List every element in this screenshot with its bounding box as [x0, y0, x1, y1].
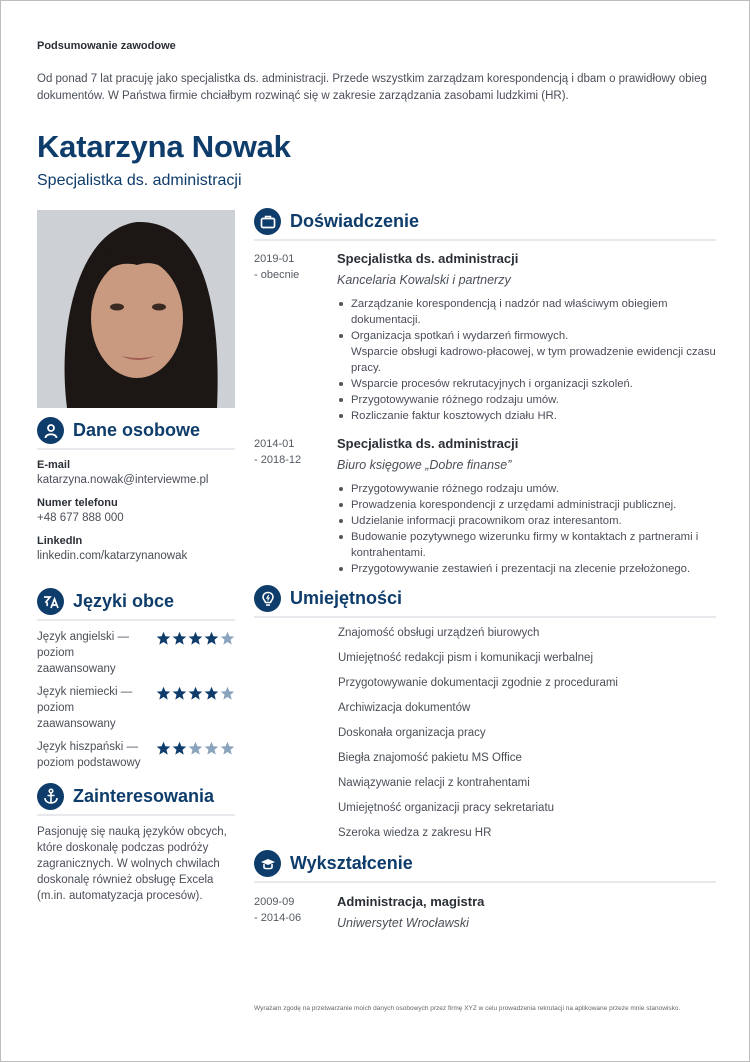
- star-empty-icon: [220, 686, 235, 732]
- list-item-continuation: Wsparcie obsługi kadrowo-płacowej, w tym prowadzenie ewidencji czasu pracy.: [351, 346, 716, 374]
- responsibilities-list: [337, 296, 717, 424]
- entry-dates: [254, 894, 324, 926]
- list-item: Budowanie pozytywnego wizerunku firmy w kontaktach z partnerami i kontrahentami.: [337, 529, 717, 561]
- experience-entry: [254, 436, 716, 581]
- star-empty-icon: [188, 741, 203, 771]
- phone-label: Numer telefonu: [37, 497, 118, 509]
- languages-list: [37, 629, 235, 778]
- list-item: Prowadzenia korespondencji z urzędami administracji publicznej.: [337, 497, 717, 513]
- candidate-name: Katarzyna Nowak: [37, 129, 291, 164]
- school-name: Uniwersytet Wrocławski: [337, 916, 469, 930]
- translate-icon: [37, 588, 64, 615]
- job-title: Specjalistka ds. administracji: [337, 251, 519, 266]
- section-interests-header: [37, 783, 235, 816]
- company-name: Kancelaria Kowalski i partnerzy: [337, 273, 511, 287]
- list-item: Zarządzanie korespondencją i nadzór nad właściwym obiegiem dokumentacji.: [337, 296, 717, 328]
- lightbulb-icon: [254, 585, 281, 612]
- entry-body: [337, 251, 717, 424]
- summary-title: Podsumowanie zawodowe: [37, 40, 176, 52]
- list-item-text: Organizacja spotkań i wydarzeń firmowych.: [351, 330, 569, 342]
- phone-value[interactable]: +48 677 888 000: [37, 512, 124, 524]
- star-filled-icon: [172, 686, 187, 732]
- field-phone: [37, 497, 235, 524]
- interests-text: Pasjonuję się nauką języków obcych, które doskonalę podczas podróży zagranicznych. W wolnych chwilach doskonalę również obsługę Excela (m.in. automatyzacja procesów).: [37, 826, 227, 902]
- entry-dates: [254, 436, 324, 468]
- star-empty-icon: [204, 741, 219, 771]
- date-start: 2014-01: [254, 438, 295, 450]
- field-email: [37, 459, 235, 486]
- skill-item: Nawiązywanie relacji z kontrahentami: [338, 777, 530, 789]
- skill-item: Archiwizacja dokumentów: [338, 702, 471, 714]
- section-experience-title: Doświadczenie: [290, 211, 420, 231]
- section-education-header: [254, 850, 716, 883]
- linkedin-value[interactable]: linkedin.com/katarzynanowak: [37, 550, 188, 562]
- list-item: [337, 328, 717, 376]
- star-filled-icon: [188, 631, 203, 677]
- star-empty-icon: [220, 741, 235, 771]
- entry-body: [337, 436, 717, 577]
- skill-item: Przygotowywanie dokumentacji zgodnie z procedurami: [338, 677, 618, 689]
- list-item: Przygotowywanie zestawień i prezentacji na zlecenie przełożonego.: [337, 561, 717, 577]
- briefcase-icon: [254, 208, 281, 235]
- language-rating: [156, 741, 235, 771]
- degree-title: Administracja, magistra: [337, 894, 485, 909]
- entry-dates: [254, 251, 324, 283]
- skill-item: Szeroka wiedza z zakresu HR: [338, 827, 492, 839]
- star-filled-icon: [204, 631, 219, 677]
- star-filled-icon: [204, 686, 219, 732]
- user-icon: [37, 417, 64, 444]
- star-filled-icon: [172, 631, 187, 677]
- candidate-role: Specjalistka ds. administracji: [37, 172, 242, 189]
- skill-item: Umiejętność redakcji pism i komunikacji werbalnej: [338, 652, 594, 664]
- skill-item: Umiejętność organizacji pracy sekretariatu: [338, 802, 555, 814]
- star-filled-icon: [156, 686, 171, 732]
- star-filled-icon: [188, 686, 203, 732]
- date-end: - 2014-06: [254, 912, 302, 924]
- email-value[interactable]: katarzyna.nowak@interviewme.pl: [37, 474, 209, 486]
- section-personal-title: Dane osobowe: [73, 420, 201, 440]
- experience-entry: [254, 251, 716, 431]
- section-personal-header: [37, 417, 235, 450]
- section-experience-header: [254, 208, 716, 241]
- skills-list: [338, 627, 618, 852]
- star-filled-icon: [156, 631, 171, 677]
- language-item: [37, 629, 235, 677]
- language-name: Język hiszpański — poziom podstawowy: [37, 741, 141, 769]
- section-languages-header: [37, 588, 235, 621]
- language-item: [37, 684, 235, 732]
- date-start: 2019-01: [254, 253, 295, 265]
- star-empty-icon: [220, 631, 235, 677]
- star-filled-icon: [156, 741, 171, 771]
- list-item: Wsparcie procesów rekrutacyjnych i organizacji szkoleń.: [337, 376, 717, 392]
- language-name: Język niemiecki — poziom zaawansowany: [37, 686, 133, 730]
- linkedin-label: LinkedIn: [37, 535, 83, 547]
- education-entry: [254, 894, 716, 939]
- section-interests-title: Zainteresowania: [73, 786, 215, 806]
- language-rating: [156, 631, 235, 677]
- skill-item: Znajomość obsługi urządzeń biurowych: [338, 627, 540, 639]
- section-skills-header: [254, 585, 716, 618]
- date-end: - obecnie: [254, 269, 300, 281]
- list-item: Przygotowywanie różnego rodzaju umów.: [337, 392, 717, 408]
- consent-clause: Wyrażam zgodę na przetwarzanie moich danych osobowych przez firmę XYZ w celu prowadzenia rekrutacji na aplikowane przeze mnie stanowisko.: [254, 1005, 681, 1012]
- list-item: Rozliczanie faktur kosztowych działu HR.: [337, 408, 717, 424]
- anchor-icon: [37, 783, 64, 810]
- language-rating: [156, 686, 235, 732]
- personal-fields: [37, 459, 235, 573]
- list-item: Udzielanie informacji pracownikom oraz interesantom.: [337, 513, 717, 529]
- skill-item: Biegła znajomość pakietu MS Office: [338, 752, 522, 764]
- profile-photo: [37, 210, 235, 408]
- job-title: Specjalistka ds. administracji: [337, 436, 519, 451]
- section-skills-title: Umiejętności: [290, 588, 403, 608]
- graduation-cap-icon: [254, 850, 281, 877]
- language-name: Język angielski — poziom zaawansowany: [37, 631, 130, 675]
- company-name: Biuro księgowe „Dobre finanse”: [337, 458, 512, 472]
- skill-item: Doskonała organizacja pracy: [338, 727, 486, 739]
- list-item: Przygotowywanie różnego rodzaju umów.: [337, 481, 717, 497]
- star-filled-icon: [172, 741, 187, 771]
- date-end: - 2018-12: [254, 454, 302, 466]
- section-languages-title: Języki obce: [73, 591, 175, 611]
- email-label: E-mail: [37, 459, 71, 471]
- section-education-title: Wykształcenie: [290, 853, 413, 873]
- date-start: 2009-09: [254, 896, 295, 908]
- field-linkedin: [37, 535, 235, 562]
- responsibilities-list: [337, 481, 717, 577]
- language-item: [37, 739, 235, 771]
- summary-text: Od ponad 7 lat pracuję jako specjalistka ds. administracji. Przede wszystkim zarządzam korespondencją i dbam o prawidłowy obieg dokumentów. W Państwa firmie chciałbym rozwinąć się w zakresie zarządzania zasobami ludzkimi (HR).: [37, 73, 707, 102]
- entry-body: [337, 894, 717, 930]
